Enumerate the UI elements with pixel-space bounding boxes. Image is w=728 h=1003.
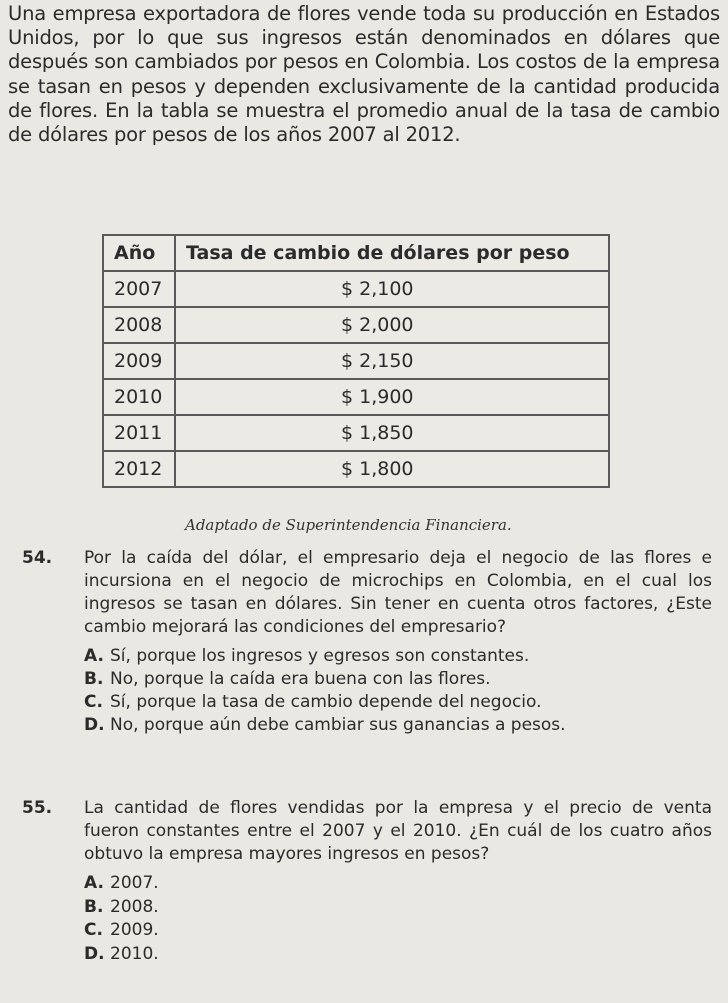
question-stem: Por la caída del dólar, el empresario deja el negocio de las flores e incursiona en el negocio de microchips en Colombia, en el cual los ingresos se tasan en dólares. Sin tener en cuenta otros factores, ¿Este cambio mejorará las condiciones del empresario? — [84, 548, 712, 637]
rate-cell: $ 1,850 — [175, 415, 609, 451]
option-letter: C. — [84, 920, 103, 940]
table-source-caption: Adaptado de Superintendencia Financiera. — [185, 516, 512, 534]
intro-text: Una empresa exportadora de flores vende toda su producción en Estados Unidos, por lo que sus ingresos están denominados en dólares que después son cambiados por pesos en Colombia. Los costos de la empresa se tasan en pesos y dependen exclusivamente de la cantidad producida de flores. En la tabla se muestra el promedio anual de la tasa de cambio de dólares por pesos de los años 2007 al 2012. — [8, 2, 720, 147]
option-text: Sí, porque los ingresos y egresos son constantes. — [110, 646, 530, 666]
table-row — [103, 415, 609, 451]
table-row — [103, 307, 609, 343]
answer-option-d[interactable] — [84, 943, 712, 967]
table-row — [103, 379, 609, 415]
answer-options — [84, 645, 712, 737]
table-row — [103, 271, 609, 307]
rate-cell: $ 1,800 — [175, 451, 609, 487]
year-cell: 2007 — [103, 271, 175, 307]
answer-options — [84, 872, 712, 966]
year-cell: 2011 — [103, 415, 175, 451]
question-stem: La cantidad de flores vendidas por la empresa y el precio de venta fueron constantes entre el 2007 y el 2010. ¿En cuál de los cuatro años obtuvo la empresa mayores ingresos en pesos? — [84, 798, 712, 864]
year-cell: 2010 — [103, 379, 175, 415]
header-year: Año — [103, 235, 175, 271]
table-row — [103, 451, 609, 487]
option-text: 2010. — [110, 943, 159, 964]
question-54 — [22, 547, 712, 737]
header-rate: Tasa de cambio de dólares por peso — [175, 235, 609, 271]
intro-paragraph — [8, 2, 720, 147]
option-text: No, porque la caída era buena con las flores. — [110, 669, 491, 689]
rate-cell: $ 2,000 — [175, 307, 609, 343]
answer-option-a[interactable] — [84, 872, 712, 896]
answer-option-d[interactable] — [84, 714, 712, 737]
table-header-row — [103, 235, 609, 271]
rate-cell: $ 1,900 — [175, 379, 609, 415]
option-letter: D. — [84, 715, 105, 735]
rate-cell: $ 2,100 — [175, 271, 609, 307]
answer-option-a[interactable] — [84, 645, 712, 668]
option-letter: A. — [84, 646, 104, 666]
option-text: Sí, porque la tasa de cambio depende del negocio. — [110, 692, 542, 712]
question-number: 55. — [22, 798, 53, 818]
answer-option-c[interactable] — [84, 691, 712, 714]
option-letter: C. — [84, 692, 103, 712]
answer-option-b[interactable] — [84, 668, 712, 691]
option-letter: B. — [84, 896, 104, 917]
table-row — [103, 343, 609, 379]
year-cell: 2008 — [103, 307, 175, 343]
answer-option-b[interactable] — [84, 896, 712, 920]
option-text: No, porque aún debe cambiar sus ganancias a pesos. — [110, 715, 566, 735]
option-text: 2007. — [110, 873, 159, 893]
question-number: 54. — [22, 548, 53, 568]
option-text: 2008. — [110, 896, 159, 917]
option-letter: A. — [84, 873, 104, 893]
answer-option-c[interactable] — [84, 919, 712, 943]
option-letter: B. — [84, 669, 104, 689]
question-55 — [22, 797, 712, 966]
option-letter: D. — [84, 943, 105, 964]
year-cell: 2009 — [103, 343, 175, 379]
year-cell: 2012 — [103, 451, 175, 487]
rate-cell: $ 2,150 — [175, 343, 609, 379]
option-text: 2009. — [110, 920, 159, 940]
exchange-rate-table — [102, 234, 610, 488]
